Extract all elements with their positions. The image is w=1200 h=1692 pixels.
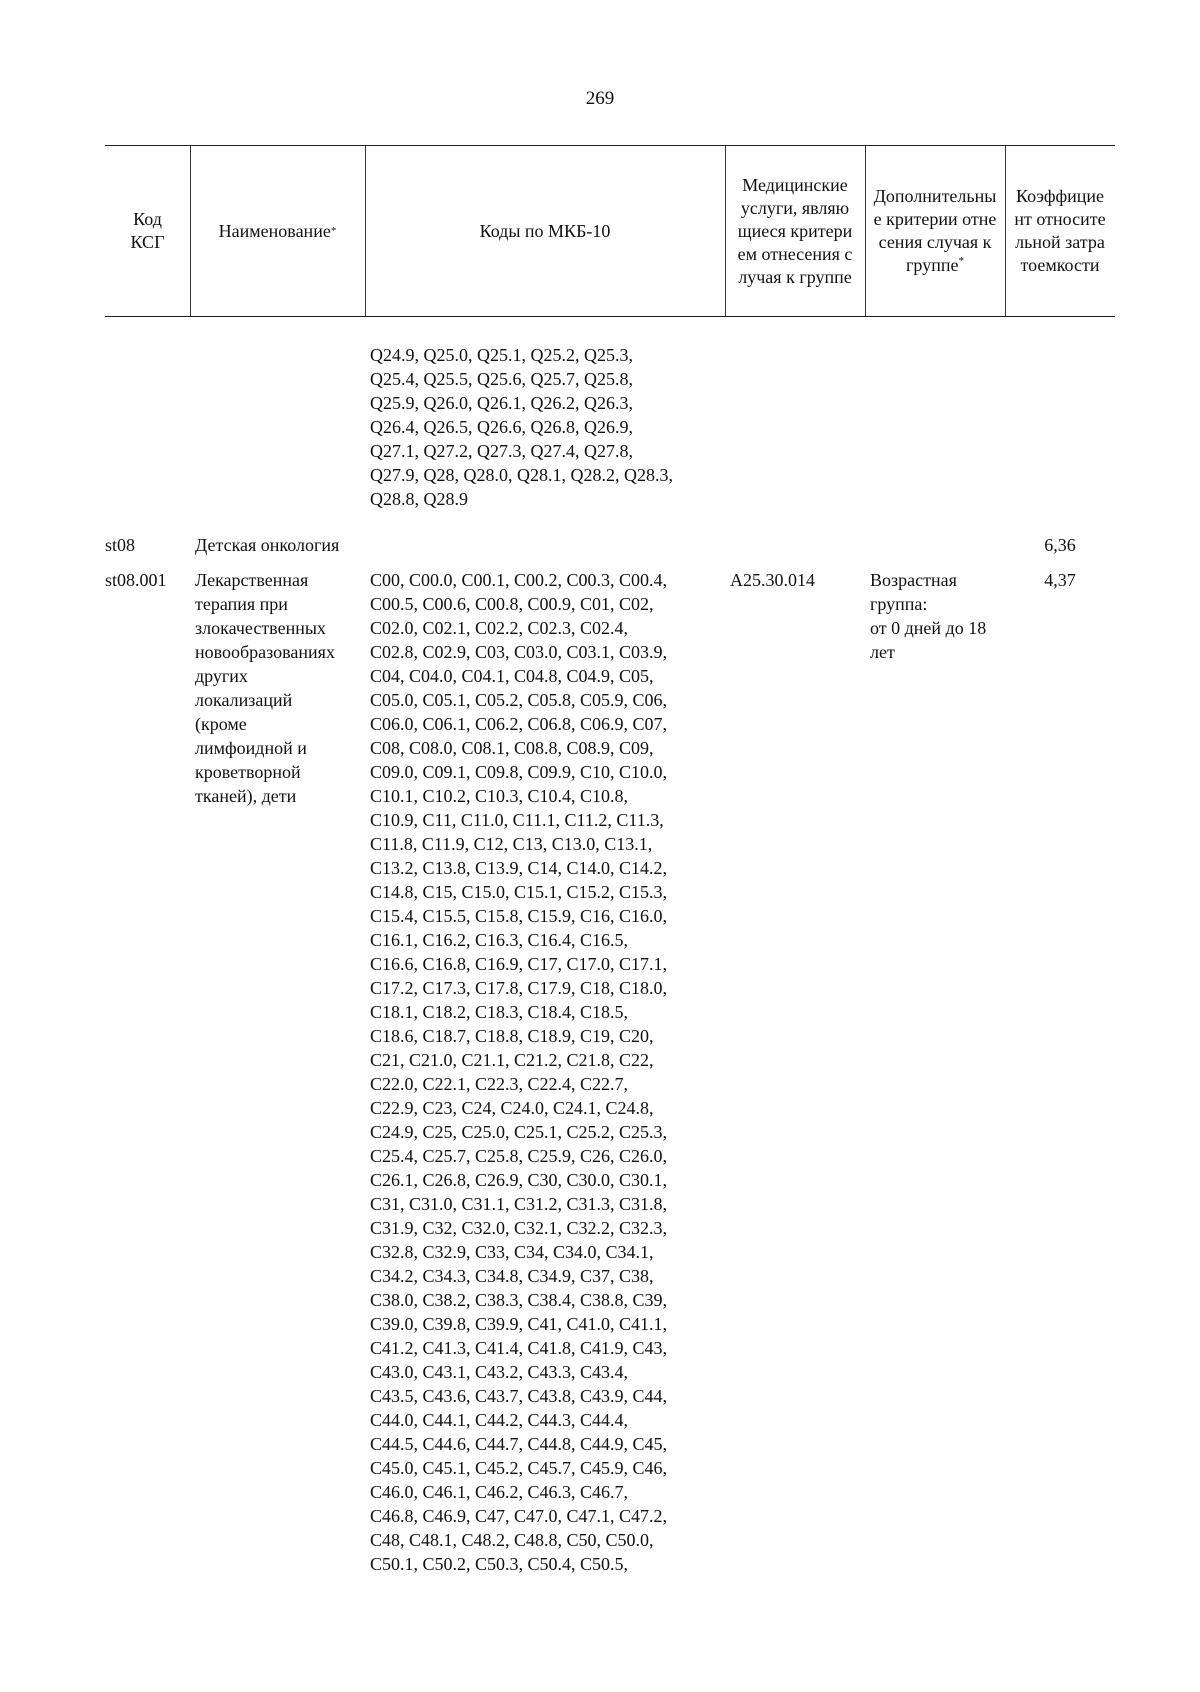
header-name-label: Наименование [218,220,331,241]
icd-codes: Q24.9, Q25.0, Q25.1, Q25.2, Q25.3, Q25.4, Q25.5, Q25.6, Q25.7, Q25.8, Q25.9, Q26.0, Q26.1, Q26.2, Q26.3, Q26.4, Q26.5, Q26.6, Q26.8, Q26.9, Q27.1, Q27.2, Q27.3, Q27.4, Q27.8, Q27.9, Q28, Q28.0, Q28.1, Q28.2, Q28.3, Q28.8, Q28.9 [370,345,673,509]
ksg-name: Детская онкология [195,535,340,555]
header-additional-label: Дополнительные критерии отнесения случая к группе [873,186,997,275]
icd-codes: C00, C00.0, C00.1, C00.2, C00.3, C00.4, C00.5, C00.6, C00.8, C00.9, C01, C02, C02.0, C02.1, C02.2, C02.3, C02.4, C02.8, C02.9, C03, C03.0, C03.1, C03.9, C04, C04.0, C04.1, C04.8, C04.9, C05, C05.0, C05.1, C05.2, C05.8, C05.9, C06, C06.0, C06.1, C06.2, C06.8, C06.9, C07, C08, C08.0, C08.1, C08.8, C08.9, C09, C09.0, C09.1, C09.8, C09.9, C10, C10.0, C10.1, C10.2, C10.3, C10.4, C10.8, C10.9, C11, C11.0, C11.1, C11.2, C11.3, C11.8, C11.9, C12, C13, C13.0, C13.1, C13.2, C13.8, C13.9, C14, C14.0, C14.2, C14.8, C15, C15.0, C15.1, C15.2, C15.3, C15.4, C15.5, C15.8, C15.9, C16, C16.0, C16.1, C16.2, C16.3, C16.4, C16.5, C16.6, C16.8, C16.9, C17, C17.0, C17.1, C17.2, C17.3, C17.8, C17.9, C18, C18.0, C18.1, C18.2, C18.3, C18.4, C18.5, C18.6, C18.7, C18.8, C18.9, C19, C20, C21, C21.0, C21.1, C21.2, C21.8, C22, C22.0, C22.1, C22.3, C22.4, C22.7, C22.9, C23, C24, C24.0, C24.1, C24.8, C24.9, C25, C25.0, C25.1, C25.2, C25.3, C25.4, C25.7, C25.8, C25.9, C26, C26.0, C26.1, C26.8, C26.9, C30, C30.0, C30.1, C31, C31.0, C31.1, C31.2, C31.3, C31.8, C31.9, C32, C32.0, C32.1, C32.2, C32.3, C32.8, C32.9, C33, C34, C34.0, C34.1, C34.2, C34.3, C34.8, C34.9, C37, C38, C38.0, C38.2, C38.3, C38.4, C38.8, C39, C39.0, C39.8, C39.9, C41, C41.0, C41.1, C41.2, C41.3, C41.4, C41.8, C41.9, C43, C43.0, C43.1, C43.2, C43.3, C43.4, C43.5, C43.6, C43.7, C43.8, C43.9, C44, C44.0, C44.1, C44.2, C44.3, C44.4, C44.5, C44.6, C44.7, C44.8, C44.9, C45, C45.0, C45.1, C45.2, C45.7, C45.9, C46, C46.0, C46.1, C46.2, C46.3, C46.7, C46.8, C46.9, C47, C47.0, C47.1, C47.2, C48, C48.1, C48.2, C48.8, C50, C50.0, C50.1, C50.2, C50.3, C50.4, C50.5, [370,570,668,1574]
header-divider [725,146,726,316]
coefficient: 6,36 [1044,535,1076,555]
header-coefficient-label: Коэффициент относительной затратоемкости [1014,186,1106,275]
ksg-table [105,145,1115,1574]
header-code [105,146,190,316]
header-icd [365,146,725,316]
coefficient: 4,37 [1044,570,1076,590]
header-code-label: Код КСГ [130,209,165,252]
header-coefficient [1005,146,1115,316]
header-additional-mark: * [958,255,964,267]
ksg-code: st08 [105,535,136,555]
ksg-name: Лекарственная терапия при злокачественных новообразованиях других локализаций (кроме лимфоидной и кроветворной тканей), дети [195,570,335,806]
header-divider [365,146,366,316]
page-number: 269 [585,88,615,109]
header-additional [865,146,1005,316]
header-divider [190,146,191,316]
table-header [105,145,1115,317]
header-name: Наименование * [218,220,337,241]
header-services [725,146,865,316]
header-divider [865,146,866,316]
header-icd-label: Коды по МКБ-10 [479,220,611,241]
header-divider [1005,146,1006,316]
header-services-label: Медицинские услуги, являющиеся критерием отнесения случая к группе [737,174,853,287]
ksg-code: st08.001 [105,570,167,590]
additional-criteria: Возрастная группа: от 0 дней до 18 лет [870,570,987,662]
medical-service-code: A25.30.014 [730,570,815,590]
header-additional-wrap [873,185,997,277]
